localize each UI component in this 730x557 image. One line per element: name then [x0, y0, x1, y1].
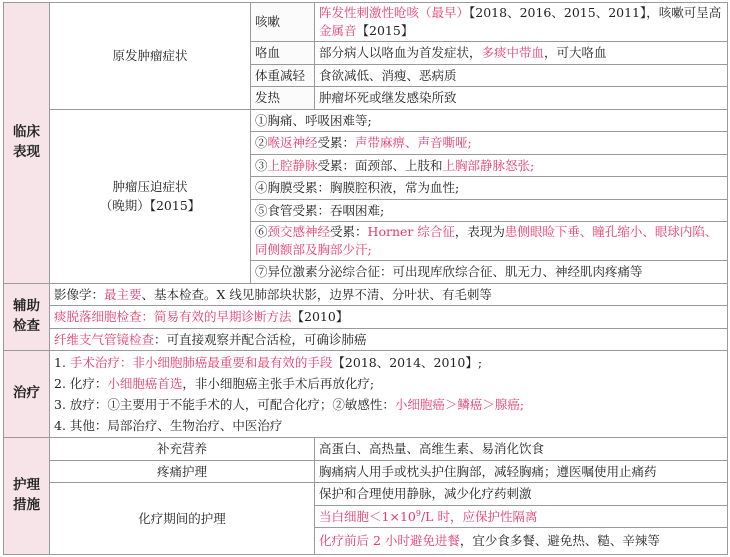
text-run: ，表现为 — [454, 224, 505, 239]
text-run: 部分病人以咯血为首发症状， — [319, 45, 482, 60]
text-run: ，宜少食多餐、避免热、糙、辛辣等 — [459, 533, 660, 548]
table-row — [4, 483, 728, 555]
text-run: 患侧眼睑下垂、瞳孔缩小、眼球内陷、同侧额部及胸部少汗; — [255, 224, 718, 257]
symptom-text — [315, 3, 728, 42]
table-row — [4, 460, 728, 483]
heading-line: 辅助 检查 — [13, 298, 40, 334]
nursing-line — [315, 506, 727, 529]
text-run: 纤维支气管镜检查 — [54, 331, 155, 347]
text-run: 1. — [54, 355, 70, 370]
treatment-row — [54, 415, 723, 436]
compression-item — [251, 109, 728, 132]
text-run: 2. 化疗： — [54, 376, 108, 391]
section-heading-nursing — [4, 438, 50, 555]
table-row — [4, 109, 728, 132]
compression-item — [251, 154, 728, 177]
treatment-row — [54, 394, 723, 415]
text-run: ④胸膜受累：胸膜腔积液，常为血性; — [255, 180, 460, 195]
treatment-row — [54, 352, 723, 373]
compression-item — [251, 132, 728, 155]
aux-row — [50, 328, 728, 351]
heading-line: 临床 表现 — [13, 124, 40, 160]
text-run: ⑦异位激素分泌综合征：可出现库欣综合征、肌无力、神经肌肉疼痛等 — [255, 264, 643, 279]
symptom-text — [315, 42, 728, 65]
nursing-text — [315, 438, 728, 461]
table-row — [4, 438, 728, 461]
treatment-cell — [50, 351, 728, 438]
text-run: ，可大咯血 — [544, 45, 607, 60]
compression-subtitle: （晚期）【2015】 — [99, 198, 201, 213]
lung-cancer-table — [3, 2, 728, 555]
text-run: 阵发性刺激性呛咳（最早） — [319, 5, 470, 20]
nursing-text — [315, 460, 728, 483]
compression-symptoms-title — [50, 109, 251, 283]
symptom-label: 咯血 — [251, 42, 315, 65]
symptom-text — [315, 64, 728, 87]
text-run: 最主要 — [104, 286, 142, 302]
table-row — [4, 3, 728, 42]
text-run: 金属音 — [319, 23, 357, 38]
symptom-text — [315, 87, 728, 110]
nursing-line — [315, 528, 727, 554]
text-run: 当 — [319, 508, 332, 524]
heading-line: 治疗 — [13, 385, 40, 402]
compression-item — [251, 177, 728, 200]
heading-line: 护理 措施 — [13, 477, 40, 513]
text-run: 胸痛病人用手或枕头护住胸部，减轻胸痛；遵医嘱使用止痛药 — [319, 463, 657, 479]
text-run: 影像学： — [54, 286, 105, 302]
text-run: 手术治疗：非小细胞肺癌最重要和最有效的手段 — [69, 355, 333, 370]
text-run: ⑤食管受累：吞咽困难; — [255, 202, 385, 218]
aux-row — [50, 283, 728, 306]
nursing-text — [315, 483, 728, 555]
section-heading-clinical — [4, 3, 50, 284]
text-run: 3. 放疗：①主要用于不能手术的人，可配合化疗；②敏感性： — [54, 397, 395, 412]
text-run: 4. 其他：局部治疗、生物治疗、中医治疗 — [54, 418, 283, 433]
table-row — [4, 306, 728, 329]
text-run: /L 时，应保护性隔离 — [420, 508, 538, 524]
text-run: 9 — [415, 508, 421, 518]
aux-row — [50, 306, 728, 329]
compression-item — [251, 199, 728, 222]
text-run: 受累： — [330, 224, 368, 239]
text-run: Horner 综合征 — [367, 224, 455, 239]
text-run: 颈交感神经 — [267, 224, 331, 239]
text-run: 上胸部静脉怒张; — [442, 157, 535, 173]
text-run: 白细胞 — [331, 508, 370, 524]
text-run: ⑥ — [255, 224, 268, 239]
text-run: 小细胞癌首选 — [107, 376, 183, 391]
text-run: ，非小细胞癌主张手术后再放化疗; — [182, 376, 375, 391]
section-heading-aux — [4, 283, 50, 351]
nursing-line — [315, 483, 727, 506]
text-run: 【2015】 — [356, 23, 414, 38]
text-run: 喉返神经 — [267, 135, 318, 150]
text-run: 【2010】 — [291, 309, 349, 324]
compression-item — [251, 222, 728, 261]
text-run: ＜1×10 — [369, 508, 416, 524]
symptom-label: 咳嗽 — [251, 3, 315, 42]
compression-item — [251, 261, 728, 284]
text-run: 高蛋白、高热量、高维生素、易消化饮食 — [319, 441, 545, 456]
treatment-row — [54, 373, 723, 394]
compression-title: 肿瘤压迫症状 — [112, 178, 188, 194]
text-run: 食欲减低、消瘦、恶病质 — [319, 67, 457, 83]
table-row — [4, 351, 728, 438]
text-run: 化疗前后 2 小时避免进餐 — [319, 533, 460, 548]
text-run: ② — [255, 135, 268, 150]
text-run: 、基本检查。X 线见肺部块状影，边界不清、分叶状、有毛刺等 — [141, 286, 492, 302]
text-run: 受累： — [317, 135, 356, 150]
text-run: ：可直接观察并配合活检，可确诊肺癌 — [154, 331, 367, 347]
nursing-label: 化疗期间的护理 — [50, 483, 315, 555]
text-run: 痰脱落细胞检查：简易有效的早期诊断方法 — [54, 309, 292, 324]
text-run: 【2018、2016、2015、2011】，咳嗽可呈高 — [469, 5, 722, 20]
text-run: ①胸痛、呼吸困难等; — [255, 112, 372, 128]
nursing-label: 疼痛护理 — [50, 460, 315, 483]
text-run: 保护和合理使用静脉，减少化疗药刺激 — [319, 486, 532, 501]
table-row — [4, 328, 728, 351]
text-run: 肿瘤坏死或继发感染所致 — [319, 90, 457, 105]
text-run: ③ — [255, 157, 268, 173]
text-run: 小细胞癌＞鳞癌＞腺癌; — [394, 397, 525, 412]
text-run: 【2018、2014、2010】; — [332, 355, 483, 370]
text-run: 上腔静脉 — [267, 157, 318, 173]
section-heading-treatment — [4, 351, 50, 438]
symptom-label: 发热 — [251, 87, 315, 110]
symptom-label: 体重减轻 — [251, 64, 315, 87]
table-row — [4, 283, 728, 306]
primary-symptoms-title: 原发肿瘤症状 — [50, 3, 251, 110]
nursing-label: 补充营养 — [50, 438, 315, 461]
text-run: 受累：面颈部、上肢和 — [317, 157, 443, 173]
text-run: 声带麻痹、声音嘶哑; — [355, 135, 472, 150]
text-run: 多痰中带血 — [481, 45, 545, 60]
